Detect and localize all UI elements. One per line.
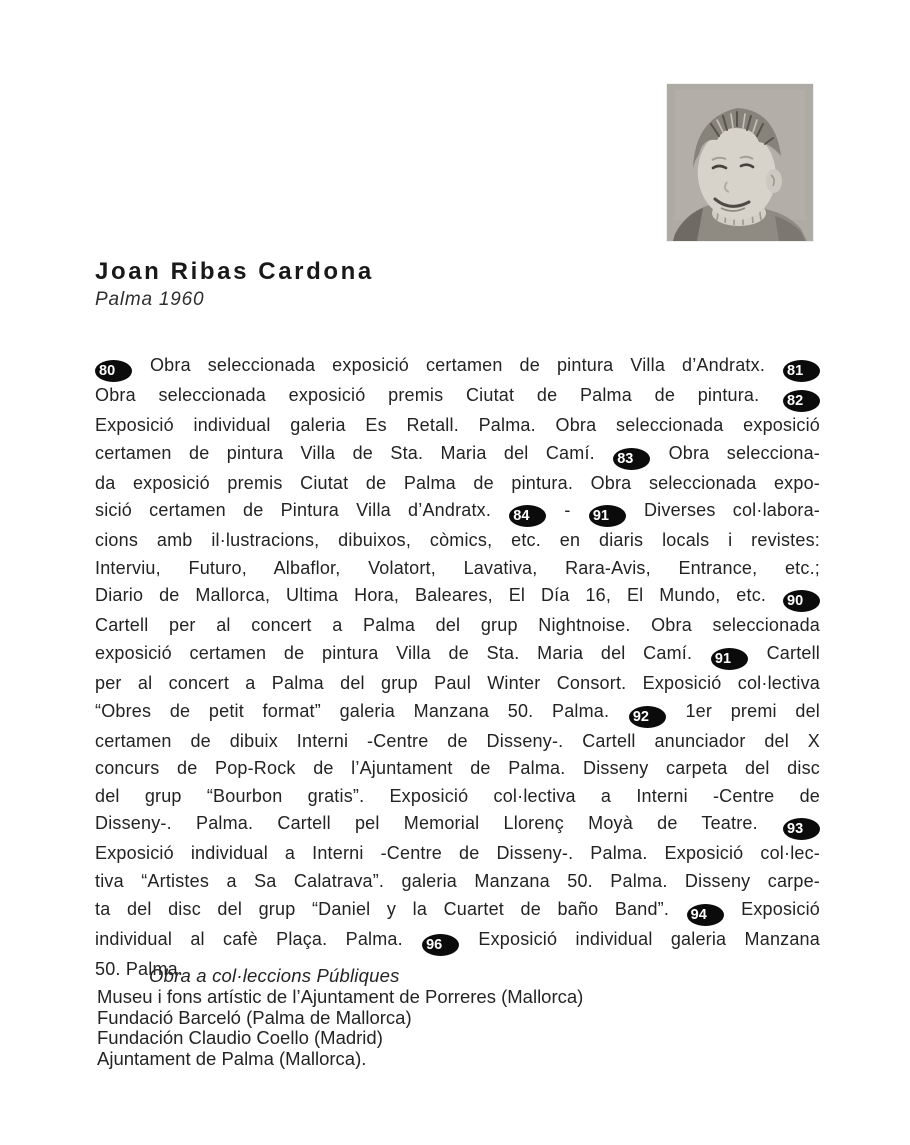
bio-text: Cartell per al concert a Palma del grup Nightnoise. Obra seleccionada — [95, 615, 820, 636]
bio-text: exposició certamen de pintura Villa de Sta. Maria del Camí. — [95, 642, 710, 663]
year-badge: 91 — [589, 505, 626, 527]
collections-list — [97, 987, 583, 1070]
bio-text: tiva “Artistes a Sa Calatrava”. galeria Manzana 50. Palma. Disseny carpe- — [95, 870, 820, 891]
bio-text: Cartell — [748, 642, 821, 663]
year-badge: 96 — [422, 934, 459, 956]
year-badge: 92 — [629, 706, 666, 728]
bio-line — [95, 352, 820, 382]
bio-line — [95, 698, 820, 728]
bio-line — [95, 783, 820, 811]
bio-text: Diverses col·labora- — [626, 500, 821, 521]
bio-line — [95, 527, 820, 555]
bio-line — [95, 412, 820, 440]
artist-name: Joan Ribas Cardona — [95, 258, 374, 285]
bio-text: “Obres de petit format” galeria Manzana 50. Palma. — [95, 700, 628, 721]
year-badge: 81 — [783, 360, 820, 382]
bio-line — [95, 582, 820, 612]
bio-line — [95, 868, 820, 896]
collection-item: Ajuntament de Palma (Mallorca). — [97, 1048, 367, 1070]
artist-header — [95, 258, 374, 311]
bio-line — [95, 728, 820, 756]
year-badge: 91 — [711, 648, 748, 670]
year-badge: 83 — [613, 448, 650, 470]
bio-text: da exposició premis Ciutat de Palma de pintura. Obra seleccionada expo- — [95, 472, 820, 493]
year-badge: 80 — [95, 360, 132, 382]
public-collections — [97, 966, 583, 1070]
year-badge: 90 — [783, 590, 820, 612]
child-portrait-illustration — [667, 84, 813, 241]
bio-text: Obra seleccionada exposició premis Ciutat de Palma de pintura. — [95, 385, 782, 405]
collection-item: Fundació Barceló (Palma de Mallorca) — [97, 1006, 412, 1028]
bio-text: del grup “Bourbon gratis”. Exposició col·lectiva a Interni -Centre de — [95, 785, 820, 806]
year-badge: 93 — [783, 818, 820, 840]
bio-line — [95, 612, 820, 640]
bio-line — [95, 670, 820, 698]
bio-text: Exposició individual galeria Es Retall. Palma. Obra seleccionada exposició — [95, 415, 820, 435]
bio-text: certamen de dibuix Interni -Centre de Disseny-. Cartell anunciador del X — [95, 730, 820, 751]
bio-text: sició certamen de Pintura Villa d’Andratx. — [95, 500, 509, 521]
bio-text: per al concert a Palma del grup Paul Winter Consort. Exposició col·lectiva — [95, 672, 820, 693]
bio-line — [95, 810, 820, 840]
artist-birthplace-year: Palma 1960 — [95, 289, 205, 310]
child-portrait-photo — [667, 84, 813, 241]
bio-line — [95, 840, 820, 868]
collection-item: Fundación Claudio Coello (Madrid) — [97, 1027, 383, 1049]
bio-text: Exposició individual a Interni -Centre de Disseny-. Palma. Exposició col·lec- — [95, 843, 820, 864]
bio-line — [95, 440, 820, 470]
bio-line — [95, 640, 820, 670]
bio-text: Obra selecciona- — [651, 442, 820, 463]
bio-text: Interviu, Futuro, Albaflor, Volatort, Lavativa, Rara-Avis, Entrance, etc.; — [95, 557, 820, 578]
bio-line — [95, 755, 820, 783]
bio-line — [95, 926, 820, 956]
bio-line — [95, 470, 820, 498]
year-badge: 82 — [783, 390, 820, 412]
bio-text: Exposició — [724, 898, 820, 919]
bio-line — [95, 497, 820, 527]
bio-text: certamen de pintura Villa de Sta. Maria del Camí. — [95, 442, 613, 463]
bio-line — [95, 555, 820, 583]
bio-text: concurs de Pop-Rock de l’Ajuntament de Palma. Disseny carpeta del disc — [95, 758, 820, 779]
bio-text: ta del disc del grup “Daniel y la Cuartet de baño Band”. — [95, 898, 686, 919]
year-badge: 94 — [687, 904, 724, 926]
bio-text: - — [547, 500, 588, 521]
bio-text: Disseny-. Palma. Cartell pel Memorial Llorenç Moyà de Teatre. — [95, 813, 782, 834]
bio-text: cions amb il·lustracions, dibuixos, còmics, etc. en diaris locals i revistes: — [95, 530, 820, 551]
bio-text: 50. Palma. — [95, 958, 184, 979]
bio-text: individual al cafè Plaça. Palma. — [95, 928, 422, 949]
bio-line — [95, 382, 820, 412]
collection-item: Museu i fons artístic de l’Ajuntament de Porreres (Mallorca) — [97, 985, 584, 1007]
year-badge: 84 — [509, 505, 546, 527]
bio-line — [95, 896, 820, 926]
bio-text: Diario de Mallorca, Ultima Hora, Baleares, El Día 16, El Mundo, etc. — [95, 585, 782, 606]
bio-text: Exposició individual galeria Manzana — [460, 928, 820, 949]
bio-text: Obra seleccionada exposició certamen de pintura Villa d’Andratx. — [133, 355, 782, 375]
biography — [95, 352, 820, 983]
collections-heading: Obra a col·leccions Públiques — [149, 965, 400, 986]
bio-text: 1er premi del — [666, 700, 820, 721]
